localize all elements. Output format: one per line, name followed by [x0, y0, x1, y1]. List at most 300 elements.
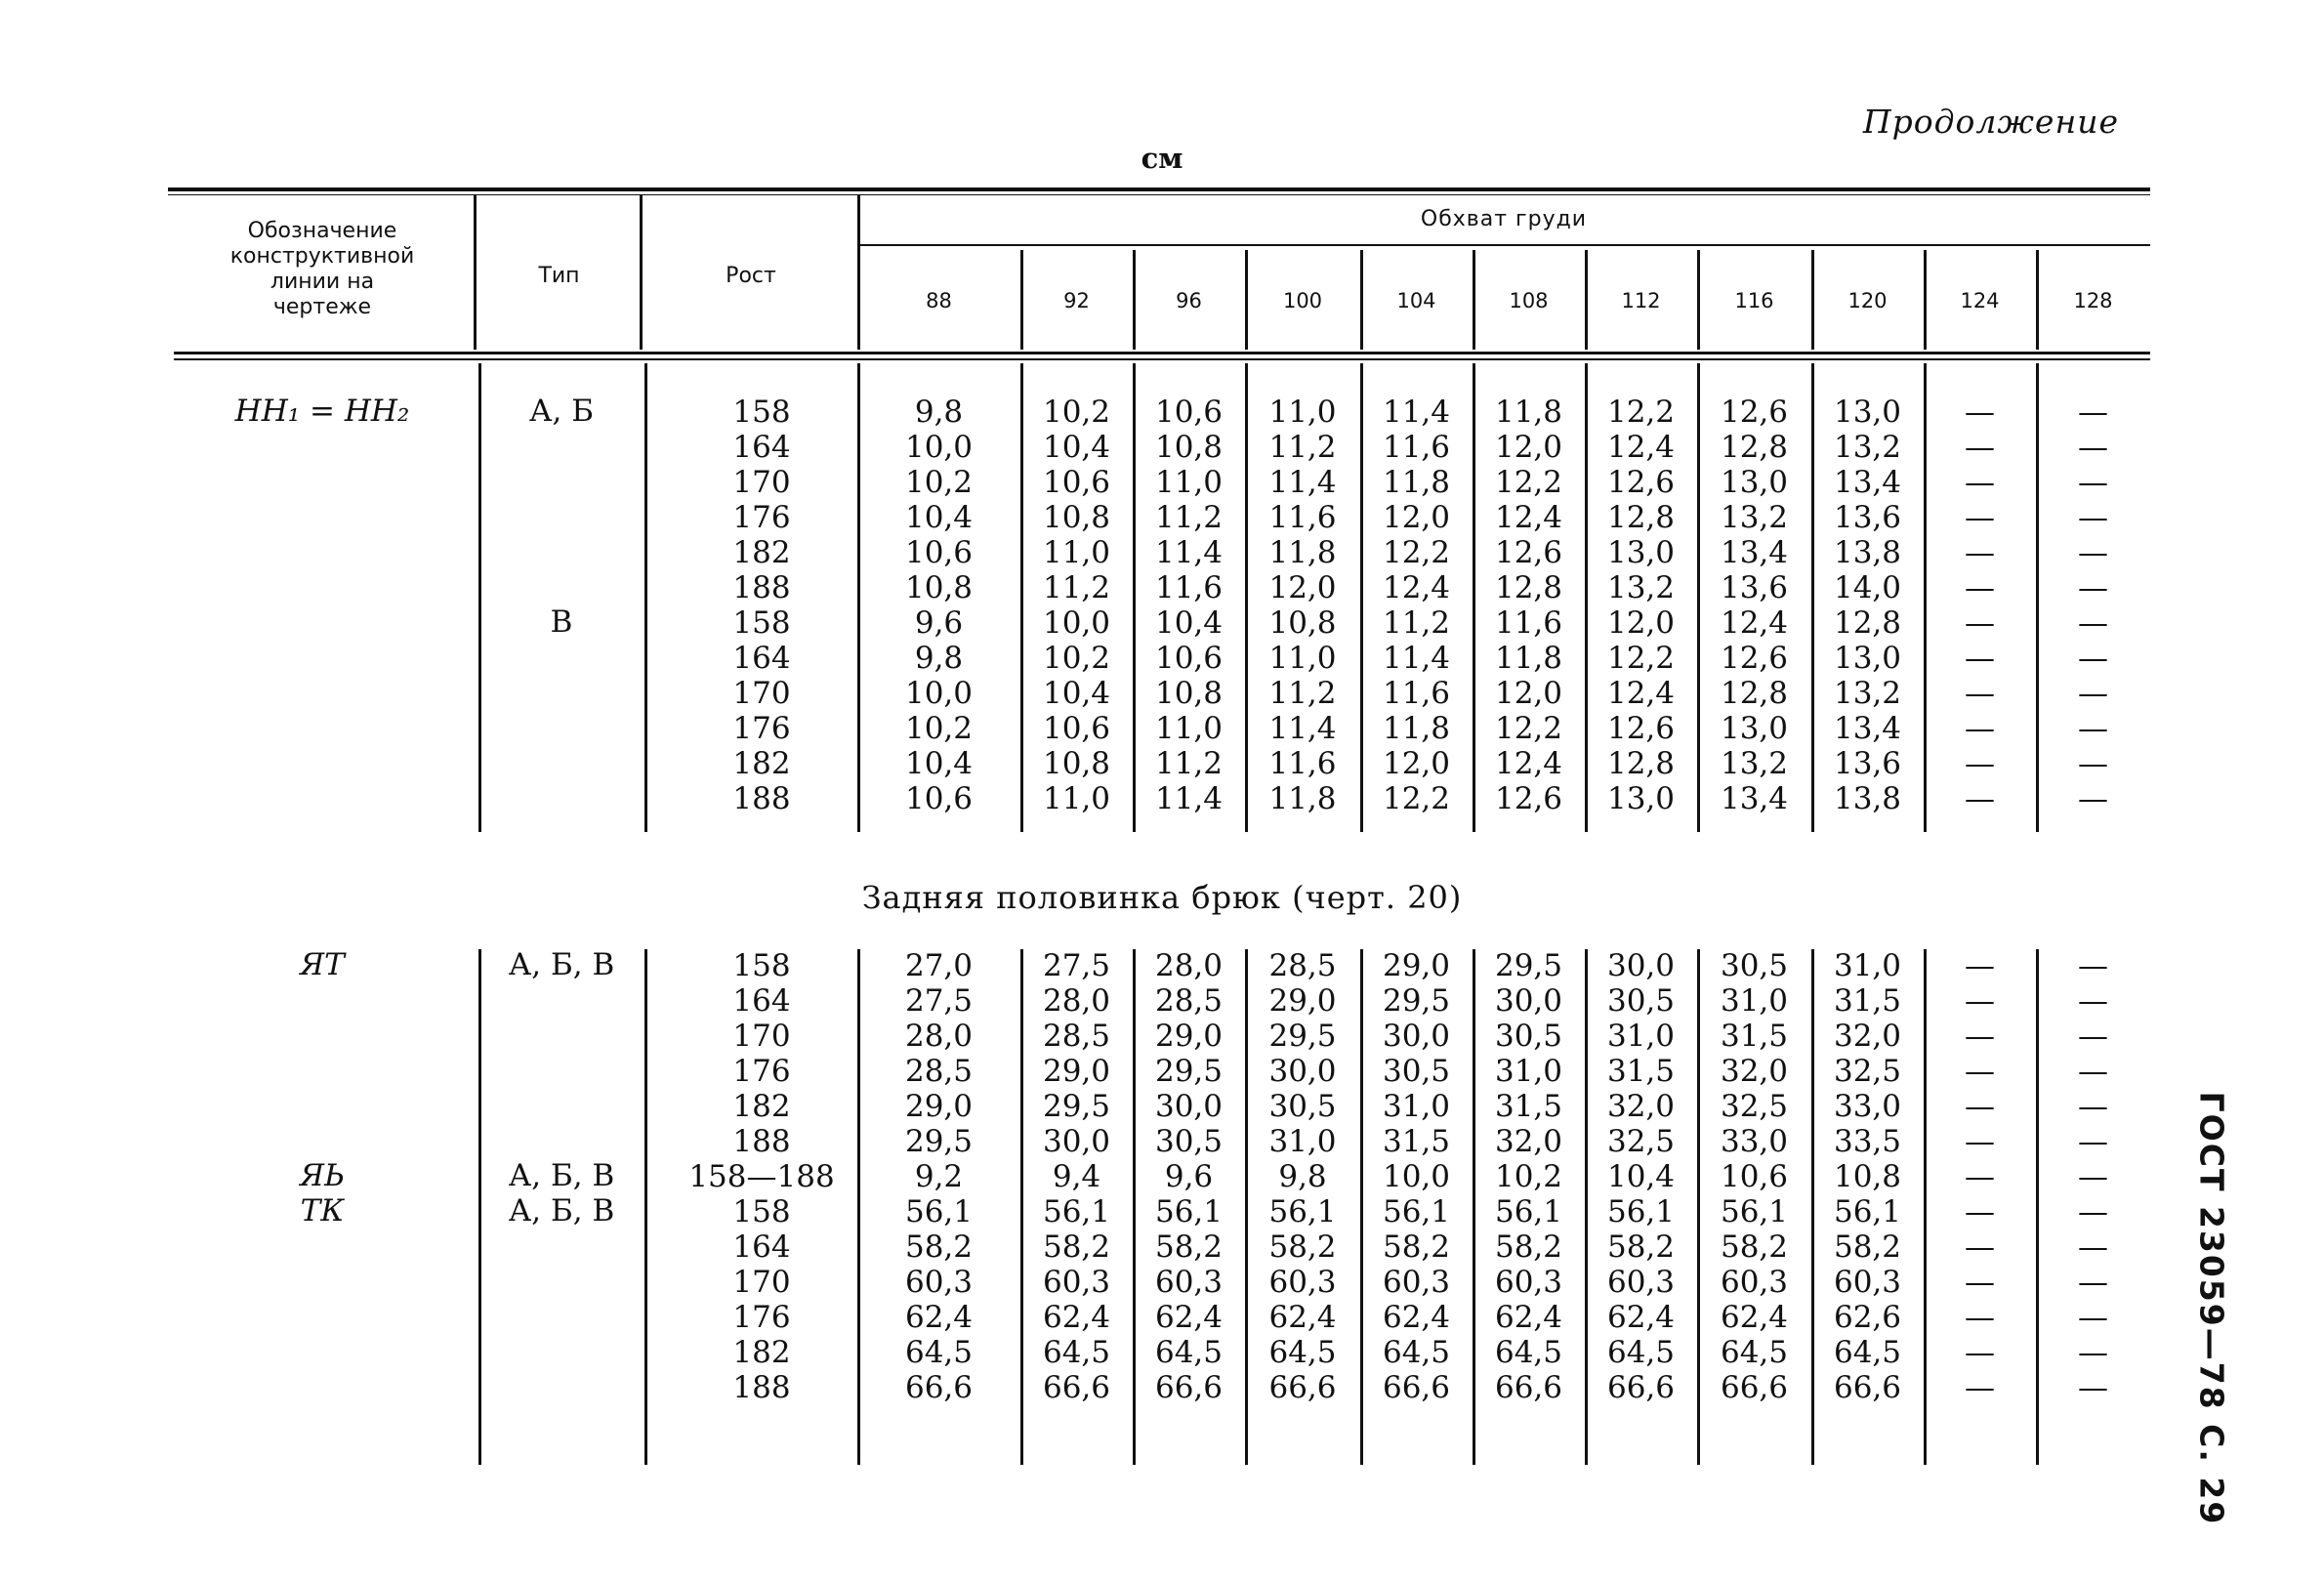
section1-cell: 11,0: [1268, 641, 1337, 676]
section2-cell: —: [2078, 1194, 2108, 1229]
section1-cell: 10,6: [904, 781, 974, 816]
section1-cell: 11,4: [1268, 465, 1337, 500]
section2-cell: 31,5: [1606, 1054, 1676, 1089]
section1-cell: 12,4: [1494, 746, 1563, 781]
section2-cell: 30,5: [1268, 1089, 1337, 1124]
section2-cell: 62,4: [1042, 1300, 1111, 1335]
section1-cell: 10,8: [904, 570, 974, 605]
section2-cell: 60,3: [1494, 1265, 1563, 1300]
section1-cell: 12,2: [1606, 395, 1676, 430]
header-designation: [176, 219, 469, 320]
section2-cell: 56,1: [1606, 1194, 1676, 1229]
section1-cell: —: [1965, 500, 1995, 535]
section1-cell: —: [2078, 676, 2108, 711]
section1-cell: 12,6: [1606, 465, 1676, 500]
section2-cell: 28,5: [904, 1054, 974, 1089]
section2-cell: 30,5: [1606, 983, 1676, 1019]
section2-cell: 60,3: [904, 1265, 974, 1300]
section2-cell: 31,0: [1268, 1124, 1337, 1159]
section1-column: [1585, 395, 1697, 816]
section2-cell: 62,6: [1833, 1300, 1902, 1335]
section1-cell: —: [1965, 711, 1995, 746]
section2-column: [1020, 948, 1133, 1405]
section2-cell: 60,3: [1382, 1265, 1451, 1300]
section2-column: [857, 948, 1020, 1405]
hdr-vline-1: [474, 195, 477, 350]
section1-cell: 10,6: [1042, 465, 1111, 500]
section1-cell: —: [1965, 676, 1995, 711]
section2-cell: 27,5: [1042, 948, 1111, 983]
table-top-rule-thin: [168, 194, 2150, 195]
section2-cell: 64,5: [1606, 1335, 1676, 1370]
section2-cell: 62,4: [1268, 1300, 1337, 1335]
section2-cell: —: [2078, 948, 2108, 983]
section2-cell: 60,3: [1268, 1265, 1337, 1300]
table-top-rule: [168, 187, 2150, 191]
section1-column: [1697, 395, 1811, 816]
section2-cell: 28,0: [1042, 983, 1111, 1019]
section1-cell: 12,4: [1494, 500, 1563, 535]
section1-cell: —: [2078, 570, 2108, 605]
section1-cell: 10,0: [904, 430, 974, 465]
section2-cell: 64,5: [1382, 1335, 1451, 1370]
header-chest-size: 120: [1847, 289, 1888, 312]
section2-cell: 56,1: [1833, 1194, 1902, 1229]
section2-cell: 31,5: [1833, 983, 1902, 1019]
section2-cell: 30,5: [1382, 1054, 1451, 1089]
section2-cell: 60,3: [1720, 1265, 1789, 1300]
section1-cell: 13,0: [1833, 641, 1902, 676]
section2-cell: 60,3: [1042, 1265, 1111, 1300]
section1-cell: 10,4: [904, 746, 974, 781]
section1-cell: 10,8: [1042, 500, 1111, 535]
section2-cell: —: [1965, 1054, 1995, 1089]
section2-cell: 10,2: [1494, 1159, 1563, 1194]
section1-cell: 11,8: [1382, 711, 1451, 746]
section1-cell: 11,2: [1154, 500, 1224, 535]
section1-cell: —: [2078, 641, 2108, 676]
section1-cell: 10,2: [1042, 395, 1111, 430]
section2-cell: 64,5: [1268, 1335, 1337, 1370]
section2-cell: 29,0: [1042, 1054, 1111, 1089]
section2-cell: 10,8: [1833, 1159, 1902, 1194]
section2-cell: —: [2078, 1300, 2108, 1335]
section1-cell: 11,0: [1154, 465, 1224, 500]
section2-cell: 27,0: [904, 948, 974, 983]
section2-cell: 9,4: [1052, 1159, 1101, 1194]
section2-cell: —: [2078, 1054, 2108, 1089]
section1-height-cell: 164: [732, 430, 791, 465]
section2-cell: 56,1: [1382, 1194, 1451, 1229]
section2-cell: 9,6: [1164, 1159, 1214, 1194]
section2-cell: 64,5: [1042, 1335, 1111, 1370]
section2-cell: 29,5: [1494, 948, 1563, 983]
section2-cell: 64,5: [1833, 1335, 1902, 1370]
section2-cell: 58,2: [1606, 1229, 1676, 1265]
section1-type: А, Б: [529, 394, 594, 429]
section1-cell: 12,6: [1720, 641, 1789, 676]
section1-cell: 13,8: [1833, 535, 1902, 570]
header-type: Тип: [538, 264, 580, 288]
section2-cell: 66,6: [904, 1370, 974, 1405]
section2-height-cell: 182: [732, 1089, 791, 1124]
body-vline: [478, 363, 481, 832]
section2-cell: 66,6: [1042, 1370, 1111, 1405]
section1-cell: 13,2: [1720, 500, 1789, 535]
section2-cell: —: [2078, 1159, 2108, 1194]
section1-cell: —: [1965, 465, 1995, 500]
section2-cell: 33,5: [1833, 1124, 1902, 1159]
section1-cell: 12,2: [1494, 465, 1563, 500]
section2-height-cell: 188: [732, 1370, 791, 1405]
section1-cell: —: [2078, 605, 2108, 641]
section2-cell: 29,5: [1382, 983, 1451, 1019]
section2-cell: 33,0: [1720, 1124, 1789, 1159]
section2-cell: 62,4: [1606, 1300, 1676, 1335]
section1-cell: 10,8: [1154, 676, 1224, 711]
section1-cell: 12,8: [1833, 605, 1902, 641]
section1-cell: 13,2: [1720, 746, 1789, 781]
section1-cell: 13,0: [1720, 465, 1789, 500]
section1-cell: 10,6: [1042, 711, 1111, 746]
section1-cell: 12,6: [1606, 711, 1676, 746]
section2-cell: 31,5: [1720, 1019, 1789, 1054]
header-chest-size: 108: [1509, 289, 1549, 312]
section2-cell: 31,5: [1382, 1124, 1451, 1159]
section1-cell: 10,6: [904, 535, 974, 570]
section2-cell: 28,0: [1154, 948, 1224, 983]
section1-cell: 12,8: [1494, 570, 1563, 605]
section2-cell: 29,5: [1154, 1054, 1224, 1089]
section2-cell: 58,2: [1042, 1229, 1111, 1265]
section2-cell: 32,0: [1606, 1089, 1676, 1124]
section2-cell: 56,1: [1720, 1194, 1789, 1229]
section2-cell: —: [2078, 983, 2108, 1019]
section1-cell: 11,2: [1154, 746, 1224, 781]
section2-column: [1697, 948, 1811, 1405]
section2-cell: 30,0: [1382, 1019, 1451, 1054]
section1-cell: 10,0: [1042, 605, 1111, 641]
section2-column: [1245, 948, 1360, 1405]
header-chest-size: 92: [1063, 289, 1090, 312]
section1-height-cell: 188: [732, 781, 791, 816]
section2-cell: 66,6: [1606, 1370, 1676, 1405]
header-chest-size: 104: [1396, 289, 1436, 312]
section1-cell: 11,4: [1154, 781, 1224, 816]
section1-cell: 13,0: [1833, 395, 1902, 430]
section2-cell: 30,5: [1494, 1019, 1563, 1054]
section1-cell: 11,8: [1268, 781, 1337, 816]
section2-cell: 29,5: [1268, 1019, 1337, 1054]
section1-height-cell: 182: [732, 746, 791, 781]
side-caption: [2182, 1091, 2241, 1526]
section2-cell: —: [1965, 983, 1995, 1019]
section1-column: [1020, 395, 1133, 816]
section1-column: [2036, 395, 2150, 816]
section2-height-cell: 170: [732, 1019, 791, 1054]
section2-cell: —: [1965, 1300, 1995, 1335]
section2-cell: 64,5: [1494, 1335, 1563, 1370]
section2-cell: 30,0: [1268, 1054, 1337, 1089]
section1-designation: НН₁ = НН₂: [234, 394, 410, 429]
section2-cell: 32,0: [1833, 1019, 1902, 1054]
section1-height-cell: 176: [732, 711, 791, 746]
header-chest-size: 100: [1282, 289, 1323, 312]
header-designation-line: конструктивной: [229, 244, 415, 269]
section1-cell: 10,6: [1154, 641, 1224, 676]
section1-cell: 13,4: [1720, 535, 1789, 570]
section1-cell: —: [1965, 641, 1995, 676]
section1-cell: 12,0: [1494, 676, 1563, 711]
section2-cell: 58,2: [1382, 1229, 1451, 1265]
section1-height-cell: 164: [732, 641, 791, 676]
section2-column: [1360, 948, 1473, 1405]
section1-cell: 11,4: [1382, 395, 1451, 430]
section1-column: [1245, 395, 1360, 816]
section2-cell: —: [2078, 1335, 2108, 1370]
header-chest-size: 116: [1734, 289, 1774, 312]
section2-cell: 66,6: [1720, 1370, 1789, 1405]
section2-cell: 56,1: [1042, 1194, 1111, 1229]
section1-cell: 11,0: [1268, 395, 1337, 430]
section2-cell: 31,5: [1494, 1089, 1563, 1124]
section1-cell: 11,8: [1382, 465, 1451, 500]
section2-heights: [664, 948, 859, 1405]
section1-cell: 10,6: [1154, 395, 1224, 430]
section2-cell: —: [2078, 1019, 2108, 1054]
section2-cell: 31,0: [1494, 1054, 1563, 1089]
section2-cell: —: [1965, 948, 1995, 983]
section2-cell: 58,2: [1268, 1229, 1337, 1265]
section2-height-cell: 176: [732, 1300, 791, 1335]
section2-cell: 30,5: [1154, 1124, 1224, 1159]
section1-height-cell: 170: [732, 465, 791, 500]
section2-cell: 30,5: [1720, 948, 1789, 983]
section1-cell: 11,8: [1494, 641, 1563, 676]
section1-height-cell: 188: [732, 570, 791, 605]
section1-cell: 12,8: [1720, 430, 1789, 465]
header-chest-size: 124: [1960, 289, 2000, 312]
section2-cell: 10,6: [1720, 1159, 1789, 1194]
section2-height-cell: 158: [732, 948, 791, 983]
section2-designation: ЯЬ: [300, 1158, 345, 1193]
section2-cell: —: [1965, 1370, 1995, 1405]
section2-cell: —: [2078, 1265, 2108, 1300]
section1-cell: 12,0: [1268, 570, 1337, 605]
section1-cell: 12,8: [1606, 746, 1676, 781]
section1-cell: 12,6: [1720, 395, 1789, 430]
section1-cell: 13,4: [1833, 711, 1902, 746]
section1-cell: 11,4: [1154, 535, 1224, 570]
section1-cell: 13,0: [1606, 781, 1676, 816]
section2-height-cell: 182: [732, 1335, 791, 1370]
section2-cell: 32,5: [1606, 1124, 1676, 1159]
section1-cell: 11,6: [1382, 676, 1451, 711]
section2-cell: 28,5: [1042, 1019, 1111, 1054]
section1-cell: 13,4: [1720, 781, 1789, 816]
section1-column: [1924, 395, 2036, 816]
section1-cell: 11,2: [1268, 430, 1337, 465]
section2-designation: ТК: [300, 1193, 345, 1229]
section1-cell: —: [2078, 535, 2108, 570]
unit-caption: см: [1141, 142, 1183, 175]
section2-cell: —: [1965, 1089, 1995, 1124]
section1-height-cell: 176: [732, 500, 791, 535]
section2-cell: —: [2078, 1370, 2108, 1405]
section2-cell: 56,1: [1268, 1194, 1337, 1229]
section2-height-cell: 188: [732, 1124, 791, 1159]
section2-cell: 56,1: [1154, 1194, 1224, 1229]
section1-cell: 11,6: [1268, 746, 1337, 781]
section1-cell: 10,2: [904, 711, 974, 746]
section1-cell: 9,6: [914, 605, 964, 641]
section1-cell: 10,8: [1268, 605, 1337, 641]
section1-cell: —: [1965, 746, 1995, 781]
section2-height-cell: 176: [732, 1054, 791, 1089]
section1-cell: 13,4: [1833, 465, 1902, 500]
section2-cell: 58,2: [904, 1229, 974, 1265]
header-chest-size: 128: [2073, 289, 2113, 312]
header-height: Рост: [726, 264, 776, 288]
chest-header-rule: [859, 244, 2150, 246]
body-vline: [644, 363, 647, 832]
section1-cell: 11,4: [1268, 711, 1337, 746]
section2-column: [1924, 948, 2036, 1405]
section1-cell: 13,8: [1833, 781, 1902, 816]
section2-type: А, Б, В: [508, 1193, 615, 1229]
section1-cell: 11,8: [1268, 535, 1337, 570]
section2-cell: 66,6: [1833, 1370, 1902, 1405]
section1-cell: —: [1965, 535, 1995, 570]
section1-cell: 11,2: [1042, 570, 1111, 605]
section2-cell: 30,0: [1154, 1089, 1224, 1124]
section1-cell: 14,0: [1833, 570, 1902, 605]
section2-cell: 33,0: [1833, 1089, 1902, 1124]
section2-cell: 30,0: [1042, 1124, 1111, 1159]
section1-cell: 11,8: [1494, 395, 1563, 430]
section1-column: [1811, 395, 1924, 816]
section2-height-cell: 164: [732, 983, 791, 1019]
section1-cell: —: [2078, 746, 2108, 781]
section1-cell: 11,0: [1154, 711, 1224, 746]
section2-cell: 56,1: [904, 1194, 974, 1229]
section1-cell: 11,2: [1268, 676, 1337, 711]
section1-cell: —: [2078, 395, 2108, 430]
section2-cell: 64,5: [1154, 1335, 1224, 1370]
section2-cell: 31,0: [1606, 1019, 1676, 1054]
section1-cell: —: [2078, 781, 2108, 816]
header-chest-size: 112: [1621, 289, 1661, 312]
side-caption-text: ГОСТ 23059—78 С. 29: [2192, 1091, 2231, 1526]
header-designation-line: линии на: [270, 270, 375, 294]
section2-cell: 9,8: [1278, 1159, 1327, 1194]
section2-cell: 27,5: [904, 983, 974, 1019]
section1-cell: —: [2078, 430, 2108, 465]
section1-cell: 10,4: [904, 500, 974, 535]
section2-cell: 62,4: [1382, 1300, 1451, 1335]
section2-cell: 58,2: [1154, 1229, 1224, 1265]
section2-cell: 32,5: [1720, 1089, 1789, 1124]
section1-cell: —: [1965, 570, 1995, 605]
section1-cell: —: [1965, 395, 1995, 430]
section2-cell: 31,0: [1382, 1089, 1451, 1124]
section2-cell: 58,2: [1833, 1229, 1902, 1265]
section1-cell: 11,6: [1154, 570, 1224, 605]
section2-cell: 28,5: [1154, 983, 1224, 1019]
section2-designation: ЯТ: [300, 947, 345, 982]
section1-cell: —: [2078, 711, 2108, 746]
header-designation-line: Обозначение: [247, 219, 397, 243]
section1-cell: 9,8: [914, 641, 964, 676]
section2-type: А, Б, В: [508, 1158, 615, 1193]
section2-height-cell: 158—188: [688, 1159, 835, 1194]
section1-cell: —: [2078, 465, 2108, 500]
section1-height-cell: 170: [732, 676, 791, 711]
section2-cell: —: [1965, 1265, 1995, 1300]
section1-cell: 10,0: [904, 676, 974, 711]
section2-cell: 10,4: [1606, 1159, 1676, 1194]
section2-column: [2036, 948, 2150, 1405]
section1-cell: 10,2: [904, 465, 974, 500]
section2-height-cell: 170: [732, 1265, 791, 1300]
section2-cell: 66,6: [1494, 1370, 1563, 1405]
section2-cell: —: [1965, 1229, 1995, 1265]
body-vline: [644, 949, 647, 1465]
section2-cell: 62,4: [904, 1300, 974, 1335]
section2-cell: 28,0: [904, 1019, 974, 1054]
section2-cell: —: [2078, 1089, 2108, 1124]
section2-cell: 31,0: [1720, 983, 1789, 1019]
section1-cell: 10,4: [1154, 605, 1224, 641]
section1-column: [1360, 395, 1473, 816]
section1-cell: 12,2: [1382, 781, 1451, 816]
section2-cell: —: [1965, 1335, 1995, 1370]
section2-cell: —: [1965, 1159, 1995, 1194]
section2-cell: —: [1965, 1019, 1995, 1054]
section2-cell: —: [1965, 1124, 1995, 1159]
header-bottom-rule-thin: [174, 358, 2150, 360]
section2-cell: 66,6: [1382, 1370, 1451, 1405]
section2-column: [1585, 948, 1697, 1405]
section1-cell: 13,6: [1833, 500, 1902, 535]
section1-cell: 12,4: [1720, 605, 1789, 641]
section1-cell: 9,8: [914, 395, 964, 430]
section1-cell: 10,4: [1042, 676, 1111, 711]
header-chest-size: 96: [1176, 289, 1202, 312]
section2-cell: 29,0: [1268, 983, 1337, 1019]
section2-cell: 58,2: [1494, 1229, 1563, 1265]
section2-cell: 32,5: [1833, 1054, 1902, 1089]
section2-cell: 30,0: [1606, 948, 1676, 983]
section1-cell: —: [2078, 500, 2108, 535]
section1-column: [1473, 395, 1585, 816]
section1-cell: 10,2: [1042, 641, 1111, 676]
section2-cell: 29,0: [904, 1089, 974, 1124]
section2-cell: 60,3: [1154, 1265, 1224, 1300]
section1-cell: 11,6: [1382, 430, 1451, 465]
section2-title: Задняя половинка брюк (черт. 20): [861, 879, 1463, 916]
section1-height-cell: 158: [732, 395, 791, 430]
section2-cell: 29,0: [1382, 948, 1451, 983]
section1-cell: 11,6: [1268, 500, 1337, 535]
section2-height-cell: 158: [732, 1194, 791, 1229]
section1-cell: 13,6: [1833, 746, 1902, 781]
section1-cell: 10,8: [1042, 746, 1111, 781]
section2-cell: 60,3: [1833, 1265, 1902, 1300]
section2-cell: 29,5: [904, 1124, 974, 1159]
section1-cell: 13,2: [1833, 430, 1902, 465]
hdr-vline-2: [640, 195, 643, 350]
